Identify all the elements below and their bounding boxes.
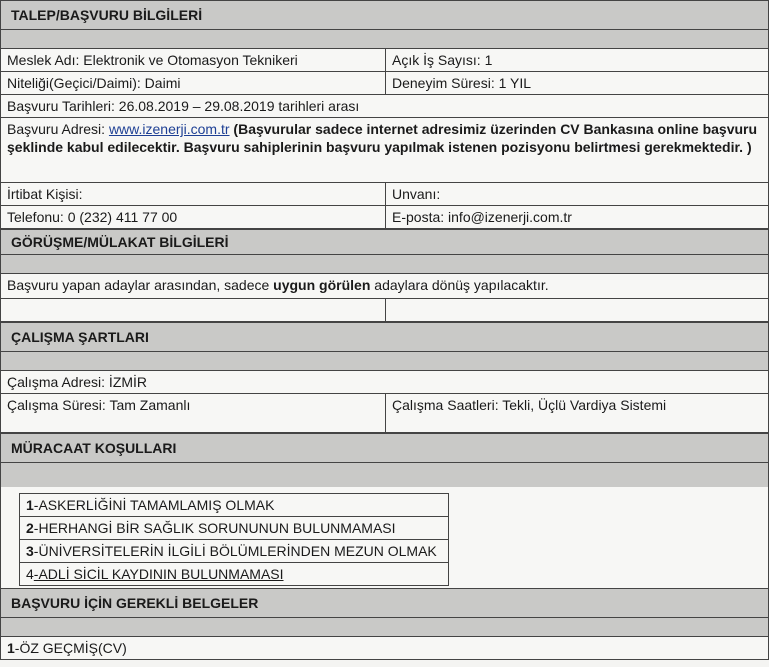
belgeler-table — [0, 636, 769, 660]
kosul-text: -HERHANGİ BİR SAĞLIK SORUNUNUN BULUNMAMASI — [33, 520, 396, 536]
kosul-num: 3 — [26, 543, 34, 559]
section-muracaat-header: MÜRACAAT KOŞULLARI — [0, 433, 769, 463]
kosul-item — [20, 494, 449, 517]
gorusme-table — [0, 273, 769, 322]
irtibat-kisisi: İrtibat Kişisi: — [1, 183, 386, 206]
basvuru-adresi-label: Başvuru Adresi: — [7, 121, 109, 137]
basvuru-tarihleri: Başvuru Tarihleri: 26.08.2019 – 29.08.2019 tarihleri arası — [1, 95, 769, 118]
kosullar-list — [19, 493, 449, 586]
kosul-item — [20, 563, 449, 586]
e-posta: E-posta: info@izenerji.com.tr — [386, 206, 769, 229]
gorusme-text — [1, 274, 769, 299]
niteligi: Niteliği(Geçici/Daimi): Daimi — [1, 72, 386, 95]
section-calisma-header: ÇALIŞMA ŞARTLARI — [0, 322, 769, 352]
basvuru-note: (Başvurular sadece internet adresimiz üzerinden CV Bankasına online başvuru şeklinde kabul edilecektir. Başvuru sahiplerinin başvuru yapılmak istenen pozisyonu belirtmesi gerekmektedir. ) — [7, 121, 758, 155]
kosul-text: -ADLİ SİCİL KAYDININ BULUNMAMASI — [33, 566, 284, 582]
kosul-num: 2 — [26, 520, 34, 536]
section-gorusme-header: GÖRÜŞME/MÜLAKAT BİLGİLERİ — [0, 229, 769, 255]
basvuru-adresi — [1, 118, 769, 183]
calisma-saatleri: Çalışma Saatleri: Tekli, Üçlü Vardiya Sistemi — [386, 394, 769, 433]
belge-item — [1, 637, 769, 660]
kosul-num: 4 — [26, 566, 34, 582]
belge-num: 1 — [7, 640, 15, 656]
kosul-item — [20, 540, 449, 563]
calisma-suresi: Çalışma Süresi: Tam Zamanlı — [1, 394, 386, 433]
basvuru-link[interactable]: www.izenerji.com.tr — [108, 121, 230, 137]
talep-table — [0, 48, 769, 229]
kosul-text: -ASKERLİĞİNİ TAMAMLAMIŞ OLMAK — [33, 497, 275, 513]
calisma-adresi: Çalışma Adresi: İZMİR — [1, 371, 769, 394]
kosullar-container — [0, 487, 769, 588]
telefonu: Telefonu: 0 (232) 411 77 00 — [1, 206, 386, 229]
kosul-item — [20, 517, 449, 540]
kosul-num: 1 — [26, 497, 34, 513]
gorusme-text-post: adaylara dönüş yapılacaktır. — [370, 277, 549, 293]
deneyim-suresi: Deneyim Süresi: 1 YIL — [386, 72, 769, 95]
gorusme-empty-left — [1, 299, 386, 322]
belge-text: -ÖZ GEÇMİŞ(CV) — [14, 640, 127, 656]
kosul-text: -ÜNİVERSİTELERİN İLGİLİ BÖLÜMLERİNDEN MEZUN OLMAK — [33, 543, 437, 559]
section-belgeler-header: BAŞVURU İÇİN GEREKLİ BELGELER — [0, 588, 769, 618]
meslek-adi: Meslek Adı: Elektronik ve Otomasyon Teknikeri — [1, 49, 386, 72]
section-talep-header: TALEP/BAŞVURU BİLGİLERİ — [0, 0, 769, 30]
calisma-table — [0, 370, 769, 433]
unvani: Unvanı: — [386, 183, 769, 206]
gorusme-text-bold: uygun görülen — [273, 277, 371, 293]
acik-is-sayisi: Açık İş Sayısı: 1 — [386, 49, 769, 72]
gorusme-text-pre: Başvuru yapan adaylar arasından, sadece — [7, 277, 274, 293]
gorusme-empty-right — [386, 299, 769, 322]
